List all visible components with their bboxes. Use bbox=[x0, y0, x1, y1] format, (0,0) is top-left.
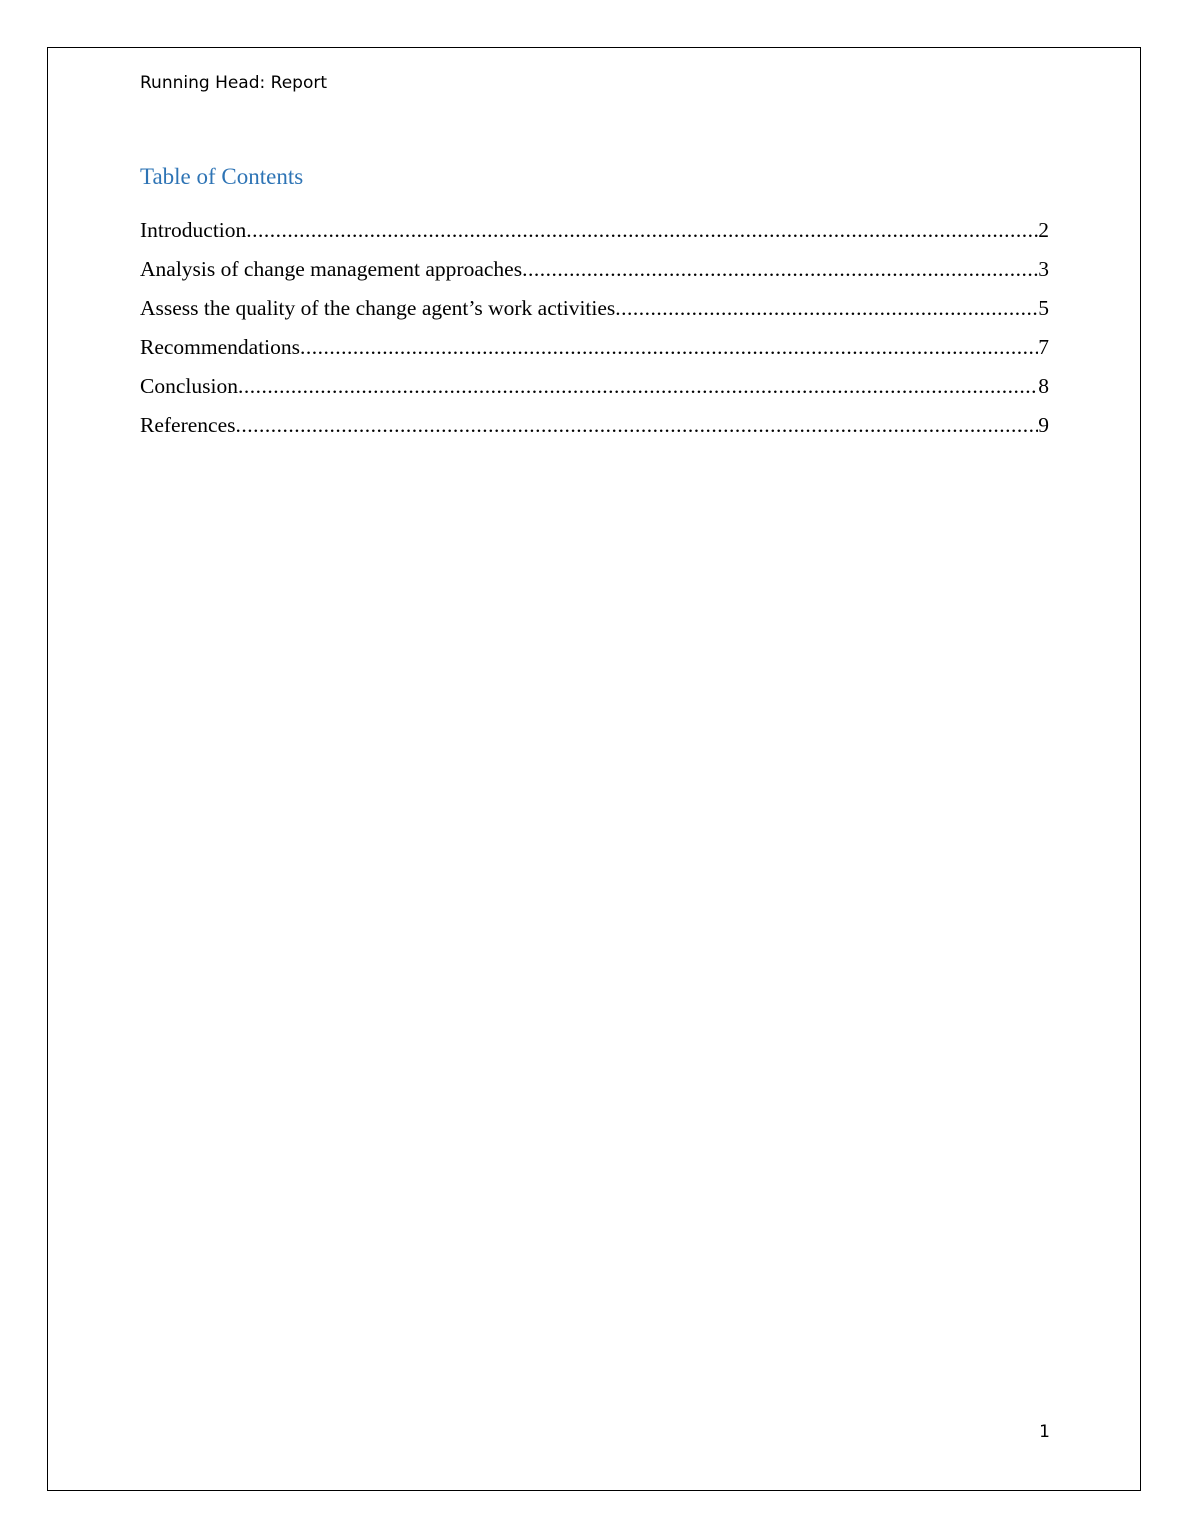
toc-dot-leader bbox=[246, 216, 1038, 244]
toc-entry-label: Conclusion bbox=[140, 374, 238, 398]
table-of-contents bbox=[140, 216, 1049, 450]
toc-entry-label: References bbox=[140, 413, 236, 437]
toc-entry-page: 2 bbox=[1038, 218, 1049, 242]
toc-dot-leader bbox=[615, 294, 1038, 322]
toc-entry-page: 8 bbox=[1038, 374, 1049, 398]
toc-dot-leader bbox=[236, 411, 1039, 439]
running-head: Running Head: Report bbox=[140, 73, 327, 93]
toc-dot-leader bbox=[238, 372, 1038, 400]
toc-entry-label: Recommendations bbox=[140, 335, 301, 359]
toc-entry-assess-quality[interactable] bbox=[140, 294, 1049, 333]
toc-entry-introduction[interactable] bbox=[140, 216, 1049, 255]
toc-entry-page: 9 bbox=[1038, 413, 1049, 437]
toc-entry-page: 7 bbox=[1038, 335, 1049, 359]
toc-entry-label: Introduction bbox=[140, 218, 247, 242]
toc-entry-label: Assess the quality of the change agent’s work activities bbox=[140, 296, 616, 320]
toc-entry-references[interactable] bbox=[140, 411, 1049, 450]
toc-entry-analysis[interactable] bbox=[140, 255, 1049, 294]
toc-heading: Table of Contents bbox=[140, 164, 304, 189]
toc-entry-page: 3 bbox=[1038, 257, 1049, 281]
page-number: 1 bbox=[1039, 1422, 1050, 1442]
toc-dot-leader bbox=[522, 255, 1038, 283]
toc-entry-label: Analysis of change management approaches bbox=[140, 257, 523, 281]
toc-entry-recommendations[interactable] bbox=[140, 333, 1049, 372]
toc-entry-conclusion[interactable] bbox=[140, 372, 1049, 411]
toc-entry-page: 5 bbox=[1038, 296, 1049, 320]
toc-dot-leader bbox=[300, 333, 1038, 361]
